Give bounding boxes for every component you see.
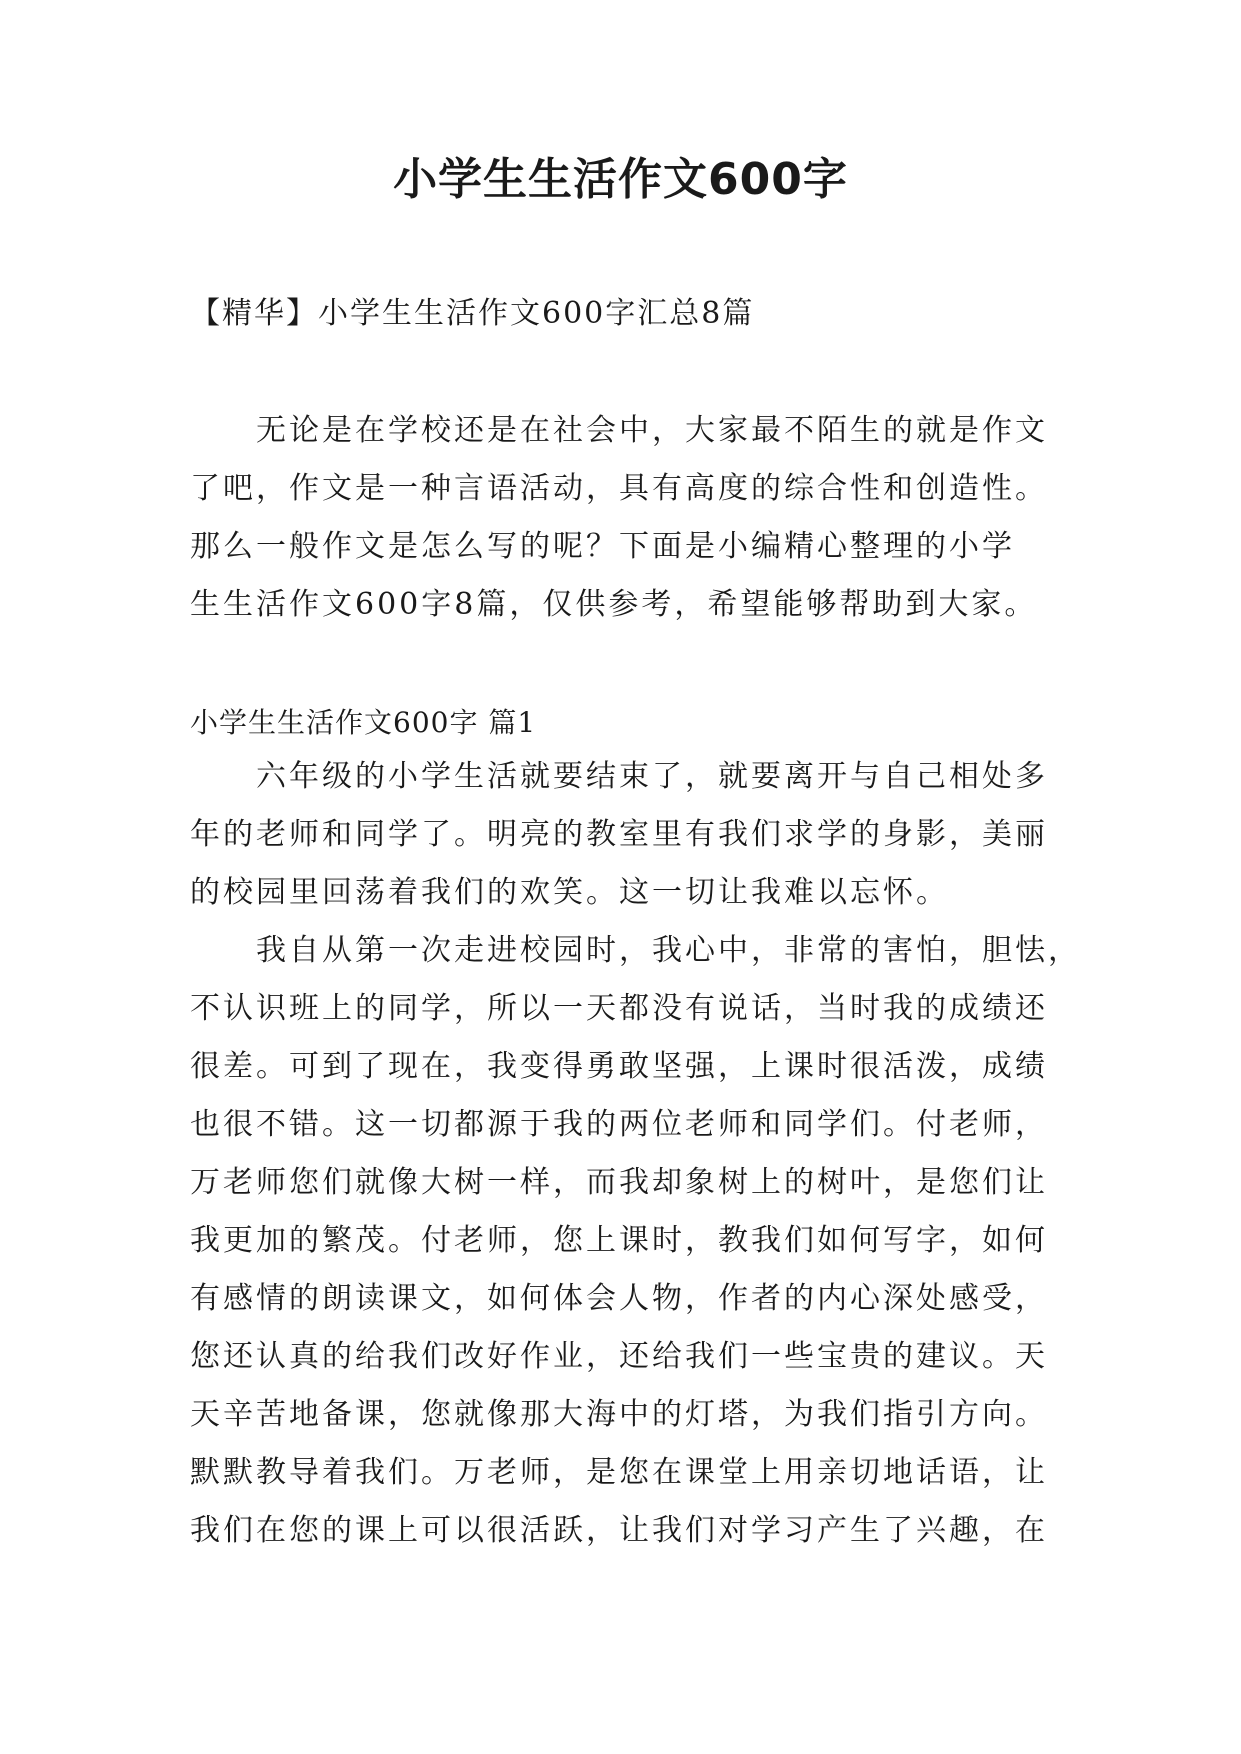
essay-line: 我自从第一次走进校园时，我心中，非常的害怕，胆怯， bbox=[190, 933, 1081, 968]
document-subtitle: 【精华】小学生生活作文600字汇总8篇 bbox=[190, 296, 755, 331]
intro-line: 生生活作文600字8篇，仅供参考，希望能够帮助到大家。 bbox=[190, 587, 1038, 622]
essay-line: 默默教导着我们。万老师，是您在课堂上用亲切地话语，让 bbox=[190, 1455, 1048, 1490]
essay-line: 有感情的朗读课文，如何体会人物，作者的内心深处感受， bbox=[190, 1281, 1048, 1316]
essay-line: 我更加的繁茂。付老师，您上课时，教我们如何写字，如何 bbox=[190, 1223, 1048, 1258]
intro-paragraph bbox=[190, 402, 1070, 634]
essay-line: 的校园里回荡着我们的欢笑。这一切让我难以忘怀。 bbox=[190, 875, 949, 910]
essay-line: 万老师您们就像大树一样，而我却象树上的树叶，是您们让 bbox=[190, 1165, 1048, 1200]
document-title: 小学生生活作文600字 bbox=[393, 154, 848, 205]
essay-line: 我们在您的课上可以很活跃，让我们对学习产生了兴趣，在 bbox=[190, 1513, 1048, 1548]
essay-line: 您还认真的给我们改好作业，还给我们一些宝贵的建议。天 bbox=[190, 1339, 1048, 1374]
essay-line: 天辛苦地备课，您就像那大海中的灯塔，为我们指引方向。 bbox=[190, 1397, 1048, 1432]
essay-line: 不认识班上的同学，所以一天都没有说话，当时我的成绩还 bbox=[190, 991, 1048, 1026]
intro-line: 那么一般作文是怎么写的呢？下面是小编精心整理的小学 bbox=[190, 529, 1015, 564]
section-heading: 小学生生活作文600字 篇1 bbox=[190, 706, 537, 739]
intro-line: 无论是在学校还是在社会中，大家最不陌生的就是作文 bbox=[190, 413, 1048, 448]
essay-body bbox=[190, 748, 1081, 1560]
essay-line: 也很不错。这一切都源于我的两位老师和同学们。付老师， bbox=[190, 1107, 1048, 1142]
essay-line: 六年级的小学生活就要结束了，就要离开与自己相处多 bbox=[190, 759, 1048, 794]
intro-line: 了吧，作文是一种言语活动，具有高度的综合性和创造性。 bbox=[190, 471, 1048, 506]
essay-line: 年的老师和同学了。明亮的教室里有我们求学的身影，美丽 bbox=[190, 817, 1048, 852]
essay-line: 很差。可到了现在，我变得勇敢坚强，上课时很活泼，成绩 bbox=[190, 1049, 1048, 1084]
